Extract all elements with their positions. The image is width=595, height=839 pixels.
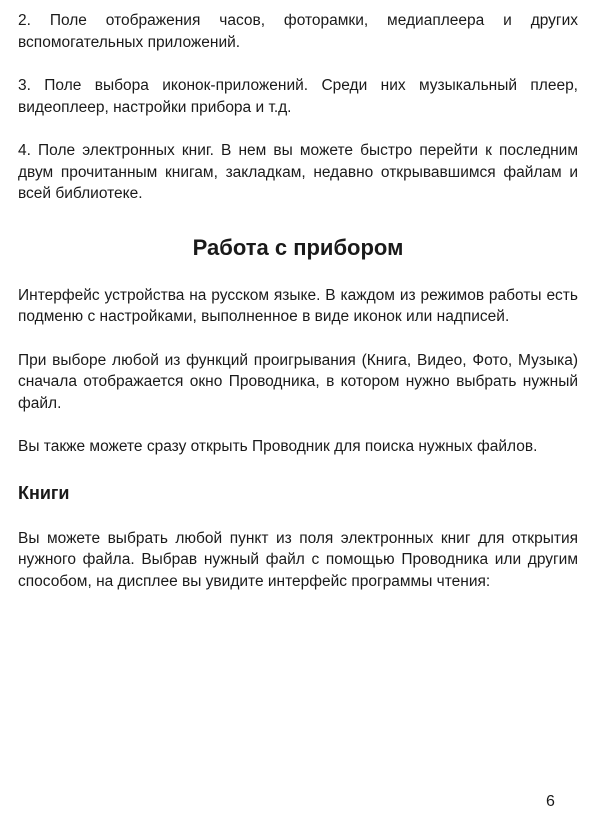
- page-content: [18, 10, 578, 592]
- section-paragraph-3: Вы также можете сразу открыть Проводник для поиска нужных файлов.: [18, 438, 538, 455]
- list-item-4: 4. Поле электронных книг. В нем вы можете быстро перейти к последним двум прочитанным книгам, закладкам, недавно открывавшимся файлам и всей библиотеке.: [18, 142, 578, 202]
- subsection-heading: Книги: [18, 482, 70, 503]
- section-paragraph-1: Интерфейс устройства на русском языке. В каждом из режимов работы есть подменю с настройками, выполненное в виде иконок или надписей.: [18, 286, 578, 325]
- subsection-paragraph-1: Вы можете выбрать любой пункт из поля электронных книг для открытия нужного файла. Выбрав нужный файл с помощью Проводника или другим способом, на дисплее вы увидите интерфейс программы чтения:: [18, 529, 578, 590]
- section-paragraph-2: При выборе любой из функций проигрывания (Книга, Видео, Фото, Музыка) сначала отображается окно Проводника, в котором нужно выбрать нужный файл.: [18, 351, 578, 412]
- list-item-3: 3. Поле выбора иконок-приложений. Среди них музыкальный плеер, видеоплеер, настройки прибора и т.д.: [18, 77, 578, 116]
- page-number: 6: [546, 793, 555, 810]
- list-item-2: 2. Поле отображения часов, фоторамки, медиаплеера и других вспомогательных приложений.: [18, 12, 578, 51]
- section-heading: Работа с прибором: [192, 234, 404, 260]
